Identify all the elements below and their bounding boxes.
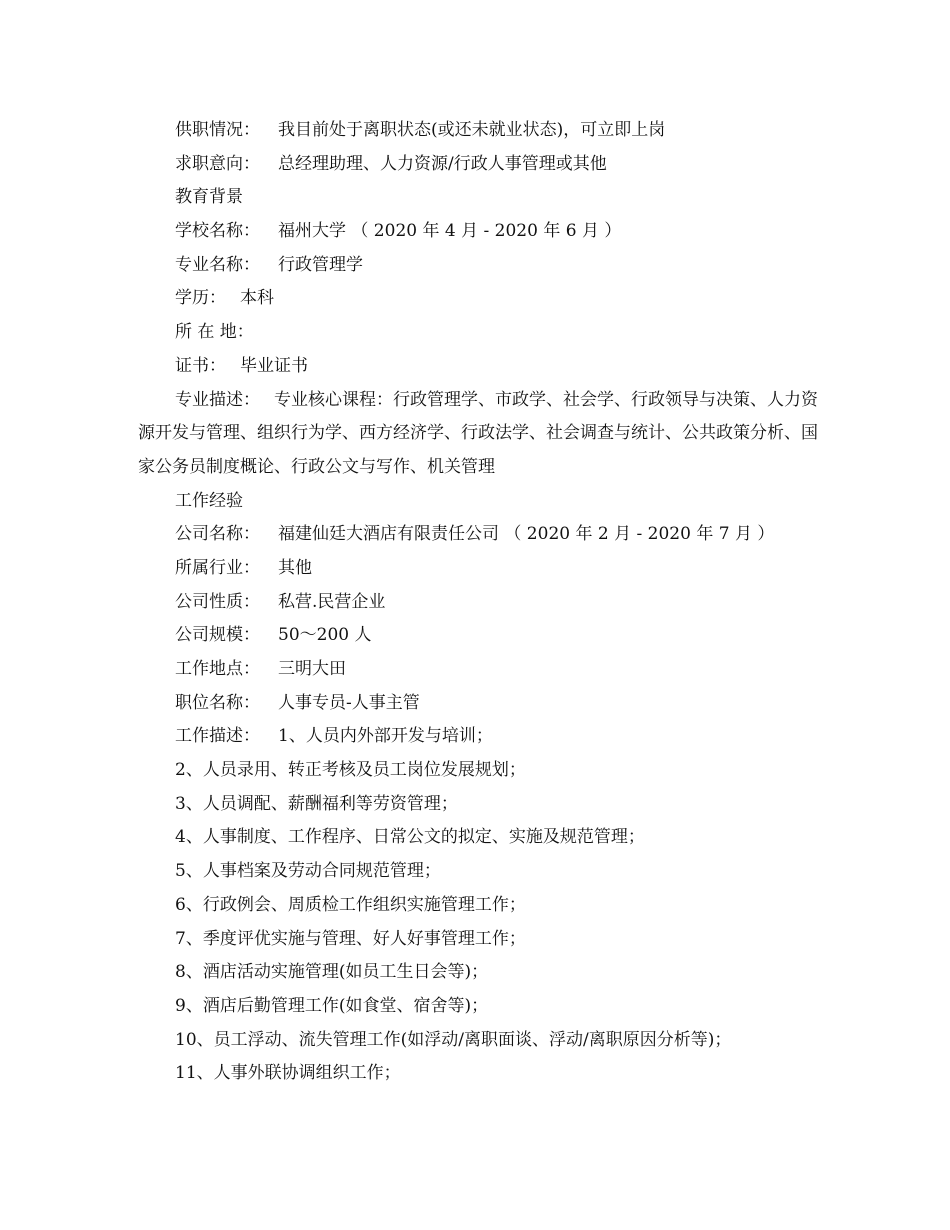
work-desc-row (138, 720, 838, 754)
certificate-label: 证书： (175, 355, 226, 376)
major-value: 行政管理学 (278, 254, 363, 275)
nature-row (138, 586, 838, 620)
nature-value: 私营.民营企业 (278, 591, 386, 612)
work-desc-item: 6、行政例会、周质检工作组织实施管理工作； (175, 894, 526, 915)
work-location-label: 工作地点： (175, 659, 260, 680)
industry-label: 所属行业： (175, 557, 260, 578)
major-desc-value: 专业核心课程：行政管理学、市政学、社会学、行政领导与决策、人力资源开发与管理、组织行为学、西方经济学、行政法学、社会调查与统计、公共政策分析、国家公务员制度概论、行政公文与写作、机关管理 (138, 389, 818, 477)
certificate-row (138, 350, 838, 384)
job-status-value: 我目前处于离职状态(或还未就业状态)，可立即上岗 (278, 120, 666, 140)
scale-row (138, 619, 838, 653)
degree-value: 本科 (240, 288, 274, 309)
job-intent-label: 求职意向： (175, 153, 260, 174)
education-heading: 教育背景 (175, 187, 243, 208)
company-value: 福建仙廷大酒店有限责任公司 （ 2020 年 2 月 - 2020 年 7 月 ） (278, 524, 775, 545)
company-label: 公司名称： (175, 524, 260, 545)
work-desc-item: 5、人事档案及劳动合同规范管理； (175, 861, 441, 882)
resume-body (138, 114, 838, 1091)
work-location-value: 三明大田 (278, 659, 346, 680)
job-intent-row (138, 148, 838, 182)
nature-label: 公司性质： (175, 591, 260, 612)
position-row (138, 687, 838, 721)
school-label: 学校名称： (175, 221, 260, 242)
job-intent-value: 总经理助理、人力资源/行政人事管理或其他 (278, 153, 607, 174)
location-label: 所 在 地： (175, 322, 254, 343)
work-desc-label: 工作描述： (175, 726, 260, 747)
work-desc-item: 4、人事制度、工作程序、日常公文的拟定、实施及规范管理； (175, 827, 645, 848)
scale-label: 公司规模： (175, 625, 260, 646)
work-desc-item: 8、酒店活动实施管理(如员工生日会等)； (175, 962, 489, 983)
scale-value: 50～200 人 (278, 625, 372, 646)
major-description (138, 384, 828, 485)
industry-row (138, 552, 838, 586)
work-heading: 工作经验 (175, 490, 243, 511)
location-row (138, 316, 838, 350)
major-desc-label: 专业描述： (175, 389, 260, 410)
major-label: 专业名称： (175, 254, 260, 275)
degree-label: 学历： (175, 288, 226, 309)
work-desc-item: 3、人员调配、薪酬福利等劳资管理； (175, 793, 458, 814)
school-row (138, 215, 838, 249)
company-row (138, 518, 838, 552)
work-desc-item: 7、季度评优实施与管理、好人好事管理工作； (175, 928, 526, 949)
job-status-label: 供职情况： (175, 120, 260, 140)
work-desc-item: 11、人事外联协调组织工作； (175, 1063, 401, 1084)
certificate-value: 毕业证书 (240, 355, 308, 376)
position-label: 职位名称： (175, 692, 260, 713)
work-desc-item: 1、人员内外部开发与培训； (278, 726, 493, 747)
work-desc-item: 10、员工浮动、流失管理工作(如浮动/离职面谈、浮动/离职原因分析等)； (175, 1029, 732, 1050)
industry-value: 其他 (278, 557, 312, 578)
work-location-row (138, 653, 838, 687)
position-value: 人事专员-人事主管 (278, 692, 420, 713)
job-status-row (138, 114, 838, 148)
work-desc-item: 9、酒店后勤管理工作(如食堂、宿舍等)； (175, 995, 489, 1016)
degree-row (138, 282, 838, 316)
work-desc-item: 2、人员录用、转正考核及员工岗位发展规划； (175, 760, 526, 781)
major-row (138, 249, 838, 283)
school-value: 福州大学 （ 2020 年 4 月 - 2020 年 6 月 ） (278, 221, 622, 242)
